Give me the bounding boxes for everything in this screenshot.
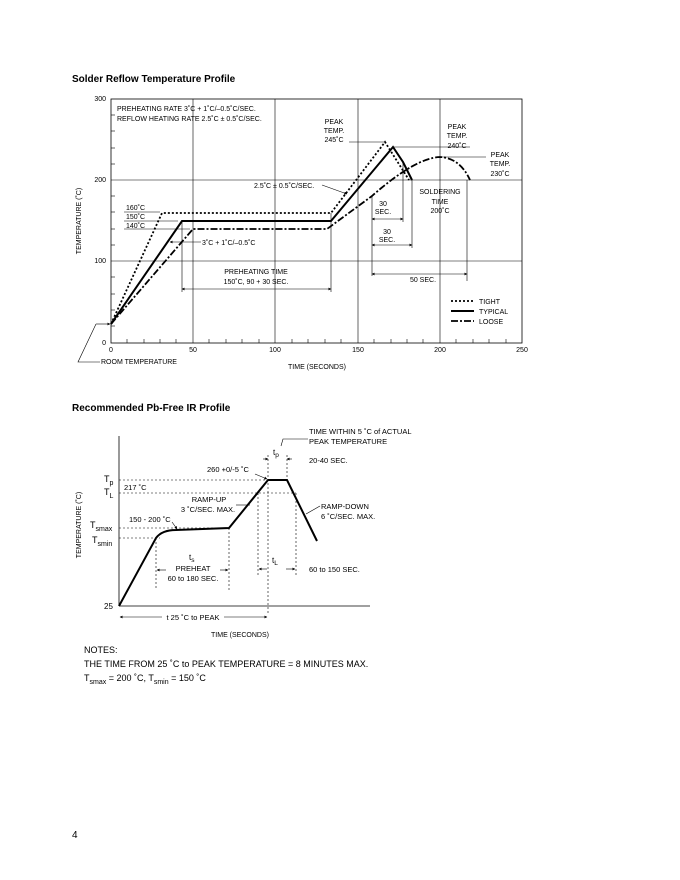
- ramp-up-line2: 3 ˚C/SEC. MAX.: [180, 505, 236, 514]
- x-tick-50: 50: [189, 347, 197, 354]
- sec50-label: 50 SEC.: [409, 277, 437, 284]
- t-60-150-label: 60 to 150 SEC.: [309, 565, 360, 574]
- peak-230-label: [490, 152, 511, 178]
- chart2-x-axis-label: TIME (SECONDS): [211, 632, 269, 639]
- peak-240-line2: TEMP.: [446, 133, 468, 140]
- tsmax-axis-label: $T_{smax}$: [90, 520, 113, 533]
- ramp-down-line2: 6 ˚C/SEC. MAX.: [321, 512, 376, 521]
- ramp-down-leader: [306, 506, 320, 514]
- peak-240-line1: PEAK: [447, 124, 467, 131]
- preheat-label: [168, 564, 219, 583]
- chart2-y-axis-label: TEMPERATURE (˚C): [76, 491, 83, 559]
- chart1-legend: [451, 299, 508, 326]
- t25-axis-label: 25: [104, 602, 113, 611]
- peak-245-line2: TEMP.: [323, 128, 345, 135]
- tl-interval-label: $t_L$: [272, 556, 278, 567]
- range-150-200-label: 150 - 200 ˚C: [129, 515, 171, 524]
- legend-typical: TYPICAL: [479, 309, 509, 316]
- room-temp-label: ROOM TEMPERATURE: [101, 359, 177, 366]
- preheat-rate-label: 3˚C + 1˚C/–0.5˚C: [202, 240, 256, 247]
- tsmin-axis-label: $T_{smin}$: [92, 535, 113, 548]
- tl-axis-label: $T_L$: [104, 487, 114, 500]
- sec30b-line1: 30: [383, 229, 391, 236]
- notes-line2: $T_{smax} = 200$ ˚C, $T_{smin} = 150$ ˚C: [84, 673, 206, 686]
- sec30b-label: [379, 229, 395, 244]
- x-tick-150: 150: [352, 347, 364, 354]
- preheating-rate-text: PREHEATING RATE 3˚C + 1˚C/–0.5˚C/SEC.: [117, 106, 256, 113]
- x-tick-250: 250: [516, 347, 528, 354]
- soldering-time-label: [419, 189, 460, 215]
- tp-interval-label: $t_p$: [273, 448, 279, 459]
- figure1-chart: [75, 96, 528, 371]
- peak-230-line3: 230˚C: [490, 171, 510, 178]
- peak-spec-label: 260 +0/-5 ˚C: [207, 465, 249, 474]
- soldering-line2: TIME: [431, 199, 449, 206]
- x-tick-100: 100: [269, 347, 281, 354]
- chart1-x-tick-labels: [109, 347, 528, 354]
- preheating-time-line2: 150˚C, 90 + 30 SEC.: [223, 279, 289, 286]
- time-within-label: [309, 427, 412, 446]
- sec30a-line1: 30: [379, 201, 387, 208]
- t217-label: 217 ˚C: [124, 483, 147, 492]
- preheat-line1: PREHEAT: [175, 564, 211, 573]
- y-tick-100: 100: [94, 258, 106, 265]
- peak-240-label: [447, 124, 468, 150]
- reflow-rate-arrow: [322, 185, 347, 194]
- notes-block: [84, 643, 368, 690]
- ramp-up-line1: RAMP-UP: [191, 495, 227, 504]
- figure1-title: Solder Reflow Temperature Profile: [72, 74, 236, 85]
- preheating-time-line1: PREHEATING TIME: [224, 269, 288, 276]
- ts-interval-label: $t_s$: [189, 553, 195, 564]
- chart1-temp-labels: [126, 204, 145, 230]
- label-140c: 140˚C: [126, 223, 146, 230]
- chart1-y-axis-label: TEMPERATURE (˚C): [76, 187, 83, 255]
- peak-245-line3: 245˚C: [324, 137, 344, 144]
- figure2-chart: [75, 427, 412, 639]
- label-160c: 160˚C: [126, 205, 146, 212]
- time-within-leader: [281, 439, 308, 446]
- tp-axis-label: $T_p$: [104, 474, 114, 487]
- soldering-line1: SOLDERING: [419, 189, 461, 196]
- ramp-down-line1: RAMP-DOWN: [321, 502, 369, 511]
- y-tick-200: 200: [94, 177, 106, 184]
- legend-tight: TIGHT: [479, 299, 500, 306]
- peak-240-line3: 240˚C: [447, 143, 467, 150]
- x-tick-0: 0: [109, 347, 113, 354]
- chart1-rate-note: [117, 105, 262, 123]
- t-20-40-label: 20-40 SEC.: [309, 456, 348, 465]
- ramp-up-label: [181, 495, 235, 514]
- curve-typical: [111, 147, 412, 324]
- label-150c: 150˚C: [126, 214, 146, 221]
- room-temp-leader: [78, 324, 100, 362]
- notes-heading: NOTES:: [84, 645, 118, 655]
- peak-230-line2: TEMP.: [489, 161, 511, 168]
- figure2-title: Recommended Pb-Free IR Profile: [72, 403, 231, 414]
- sec30a-label: [375, 201, 391, 216]
- t25-to-peak-label: t 25 ˚C to PEAK: [166, 613, 220, 622]
- curve-tight: [111, 142, 409, 324]
- x-tick-200: 200: [434, 347, 446, 354]
- preheat-line2: 60 to 180 SEC.: [167, 574, 219, 583]
- reflow-rate-label: 2.5˚C ± 0.5˚C/SEC.: [254, 183, 315, 190]
- chart1-y-tick-labels: [94, 96, 106, 347]
- sec30b-line2: SEC.: [378, 237, 396, 244]
- chart2-reference-lines: [119, 455, 296, 613]
- soldering-line3: 200˚C: [430, 208, 450, 215]
- time-within-line1: TIME WITHIN 5 ˚C of ACTUAL: [309, 427, 412, 436]
- reflow-rate-text: REFLOW HEATING RATE 2.5˚C ± 0.5˚C/SEC.: [117, 116, 262, 123]
- peak-230-line1: PEAK: [490, 152, 510, 159]
- sec30a-line2: SEC.: [374, 209, 392, 216]
- y-tick-0: 0: [102, 340, 106, 347]
- legend-loose: LOOSE: [479, 319, 504, 326]
- preheating-time-label: [224, 269, 289, 286]
- peak-245-line1: PEAK: [324, 119, 344, 126]
- chart1-x-axis-label: TIME (SECONDS): [288, 364, 346, 371]
- peak-spec-arrow: [255, 474, 267, 479]
- y-tick-300: 300: [94, 96, 106, 103]
- ramp-down-label: [321, 502, 375, 521]
- peak-245-label: [324, 119, 345, 144]
- time-within-line2: PEAK TEMPERATURE: [309, 437, 388, 446]
- notes-line1: THE TIME FROM 25 ˚C to PEAK TEMPERATURE = 8 MINUTES MAX.: [84, 659, 369, 669]
- page-number: 4: [72, 830, 78, 841]
